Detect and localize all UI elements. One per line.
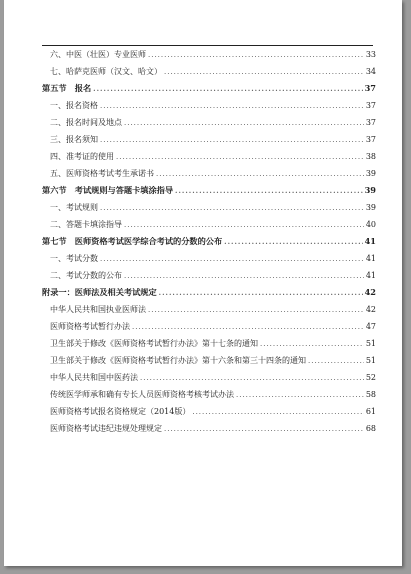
leader-dots xyxy=(148,51,364,59)
toc-entry[interactable] xyxy=(40,355,376,372)
leader-dots xyxy=(124,119,364,127)
toc-entry-label: 二、考试分数的公布 xyxy=(50,271,122,280)
leader-dots xyxy=(175,186,363,195)
toc-entry-page: 34 xyxy=(365,67,376,76)
toc-entry-label: 七、哈萨克医师（汉文、哈文） xyxy=(50,67,162,76)
header-rule xyxy=(42,45,373,46)
leader-dots xyxy=(148,306,364,314)
toc-entry-label: 二、答题卡填涂指导 xyxy=(50,220,122,229)
document-page xyxy=(4,0,402,566)
toc-entry-label: 六、中医（壮医）专业医师 xyxy=(50,50,146,59)
toc-entry[interactable] xyxy=(40,423,376,440)
toc-entry[interactable] xyxy=(40,372,376,389)
leader-dots xyxy=(164,68,364,76)
toc-entry-page: 52 xyxy=(365,373,376,382)
toc-entry[interactable] xyxy=(40,202,376,219)
toc-entry-page: 42 xyxy=(365,305,376,314)
table-of-contents xyxy=(40,49,376,440)
leader-dots xyxy=(192,408,363,416)
toc-entry-label: 卫生部关于修改《医师资格考试暂行办法》第十六条和第三十四条的通知 xyxy=(50,356,306,365)
toc-entry-page: 58 xyxy=(365,390,376,399)
toc-section-entry[interactable] xyxy=(40,185,376,202)
leader-dots xyxy=(140,374,364,382)
toc-entry-label: 第六节 考试规则与答题卡填涂指导 xyxy=(42,185,174,195)
toc-entry-page: 40 xyxy=(365,220,376,229)
leader-dots xyxy=(124,221,364,229)
toc-entry[interactable] xyxy=(40,321,376,338)
toc-section-entry[interactable] xyxy=(40,83,376,100)
toc-appendix-entry[interactable] xyxy=(40,287,376,304)
toc-entry[interactable] xyxy=(40,253,376,270)
toc-entry-page: 51 xyxy=(365,339,376,348)
toc-entry-label: 二、报名时间及地点 xyxy=(50,118,122,127)
toc-entry[interactable] xyxy=(40,66,376,83)
leader-dots xyxy=(132,323,364,331)
toc-entry-page: 33 xyxy=(365,50,376,59)
toc-entry[interactable] xyxy=(40,49,376,66)
toc-entry-label: 医师资格考试违纪违规处理规定 xyxy=(50,424,162,433)
toc-entry[interactable] xyxy=(40,406,376,423)
leader-dots xyxy=(308,357,364,365)
toc-entry-page: 41 xyxy=(365,254,376,263)
toc-entry-label: 一、报名资格 xyxy=(50,101,98,110)
leader-dots xyxy=(93,84,362,93)
toc-entry[interactable] xyxy=(40,100,376,117)
leader-dots xyxy=(236,391,364,399)
toc-entry-label: 四、准考证的使用 xyxy=(50,152,114,161)
leader-dots xyxy=(100,102,364,110)
toc-entry[interactable] xyxy=(40,151,376,168)
toc-entry-page: 39 xyxy=(365,203,376,212)
toc-entry-label: 五、医师资格考试考生承诺书 xyxy=(50,169,154,178)
toc-entry-page: 37 xyxy=(365,135,376,144)
toc-entry-page: 37 xyxy=(365,101,376,110)
toc-entry-page: 42 xyxy=(364,287,376,297)
toc-entry[interactable] xyxy=(40,168,376,185)
leader-dots xyxy=(260,340,364,348)
toc-entry-page: 37 xyxy=(365,118,376,127)
toc-section-entry[interactable] xyxy=(40,236,376,253)
leader-dots xyxy=(156,170,364,178)
toc-entry-label: 中华人民共和国中医药法 xyxy=(50,373,138,382)
toc-entry-label: 附录一：医师法及相关考试规定 xyxy=(42,287,157,297)
toc-entry-label: 卫生部关于修改《医师资格考试暂行办法》第十七条的通知 xyxy=(50,339,258,348)
toc-entry[interactable] xyxy=(40,338,376,355)
toc-entry-page: 39 xyxy=(364,185,376,195)
leader-dots xyxy=(100,255,364,263)
toc-entry[interactable] xyxy=(40,219,376,236)
leader-dots xyxy=(100,204,364,212)
toc-entry-page: 51 xyxy=(365,356,376,365)
toc-entry[interactable] xyxy=(40,134,376,151)
leader-dots xyxy=(124,272,364,280)
toc-entry-page: 38 xyxy=(365,152,376,161)
toc-entry-page: 41 xyxy=(365,271,376,280)
toc-entry-label: 医师资格考试报名资格规定（2014版） xyxy=(50,407,191,416)
toc-entry-label: 第五节 报名 xyxy=(42,83,92,93)
toc-entry-label: 三、报名须知 xyxy=(50,135,98,144)
leader-dots xyxy=(116,153,364,161)
toc-entry-label: 医师资格考试暂行办法 xyxy=(50,322,130,331)
toc-entry[interactable] xyxy=(40,117,376,134)
leader-dots xyxy=(164,425,364,433)
toc-entry[interactable] xyxy=(40,389,376,406)
toc-entry-page: 39 xyxy=(365,169,376,178)
toc-entry-page: 61 xyxy=(365,407,376,416)
toc-entry-page: 47 xyxy=(365,322,376,331)
toc-entry-page: 37 xyxy=(364,83,376,93)
toc-entry-label: 中华人民共和国执业医师法 xyxy=(50,305,146,314)
toc-entry[interactable] xyxy=(40,304,376,321)
toc-entry-label: 一、考试规则 xyxy=(50,203,98,212)
leader-dots xyxy=(224,237,362,246)
leader-dots xyxy=(159,288,363,297)
toc-entry-label: 一、考试分数 xyxy=(50,254,98,263)
toc-entry-label: 传统医学师承和确有专长人员医师资格考核考试办法 xyxy=(50,390,234,399)
toc-entry[interactable] xyxy=(40,270,376,287)
toc-entry-page: 68 xyxy=(365,424,376,433)
toc-entry-label: 第七节 医师资格考试医学综合考试的分数的公布 xyxy=(42,236,223,246)
toc-entry-page: 41 xyxy=(364,236,376,246)
leader-dots xyxy=(100,136,364,144)
